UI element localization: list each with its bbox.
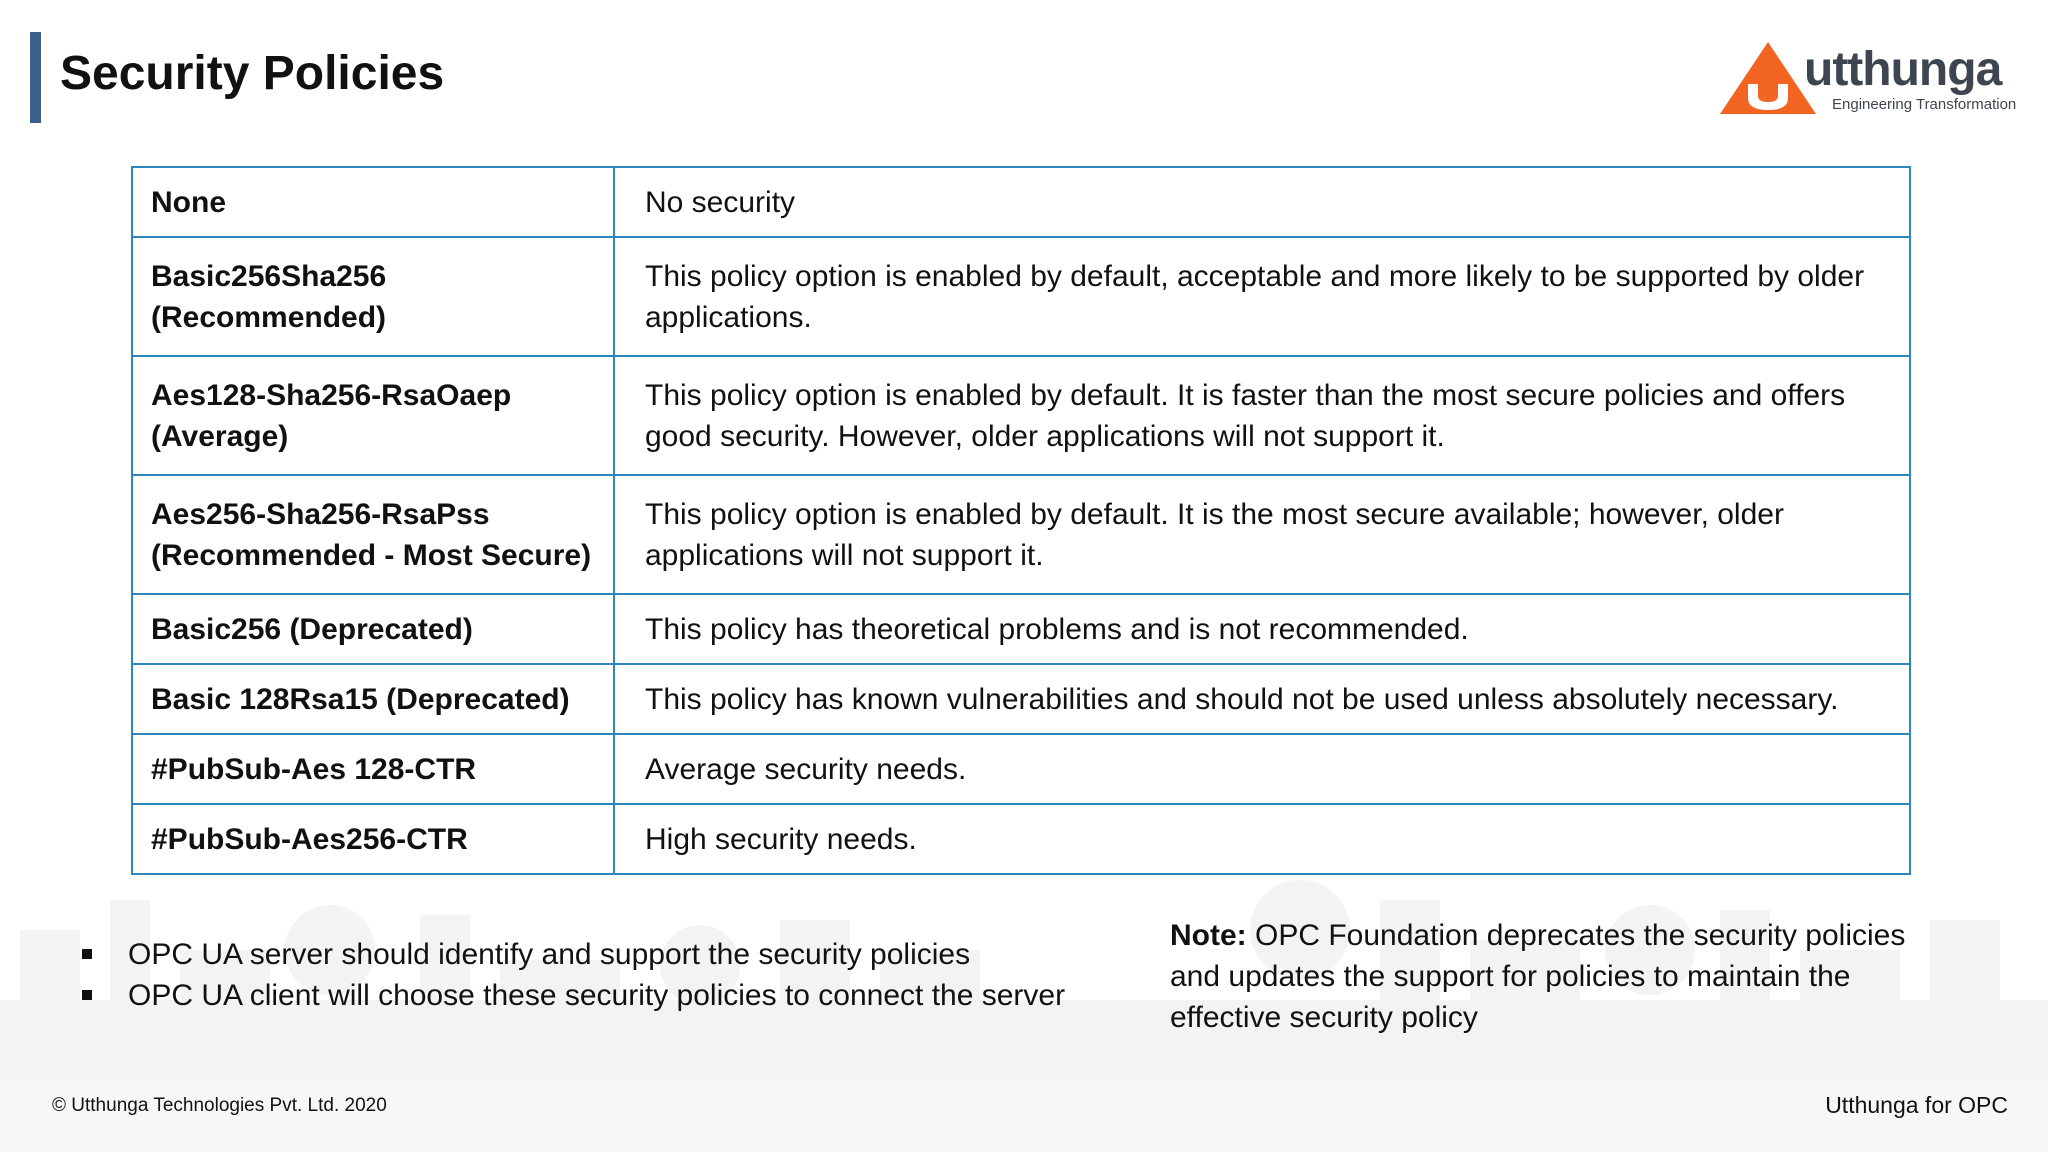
note-label: Note: [1170, 919, 1247, 952]
square-bullet-icon [82, 990, 92, 1000]
security-policies-table [131, 166, 1911, 875]
utthunga-logo-icon [1718, 40, 1818, 118]
list-item [82, 975, 1065, 1016]
footer-copyright: © Utthunga Technologies Pvt. Ltd. 2020 [52, 1095, 387, 1116]
table-row [132, 356, 1910, 475]
policy-name: Aes128-Sha256-RsaOaep (Average) [132, 356, 614, 475]
policy-name: Basic 128Rsa15 (Deprecated) [132, 664, 614, 734]
table-row [132, 237, 1910, 356]
policy-description: This policy option is enabled by default. It is the most secure available; however, older applications will not support it. [614, 475, 1910, 594]
table-row [132, 804, 1910, 874]
table-row [132, 167, 1910, 237]
policy-description: This policy has theoretical problems and is not recommended. [614, 594, 1910, 664]
utthunga-logo [1718, 38, 2018, 118]
note-box [1170, 915, 1960, 1038]
table-row [132, 734, 1910, 804]
table-row [132, 594, 1910, 664]
note-text: OPC Foundation deprecates the security policies and updates the support for policies to maintain the effective security policy [1170, 919, 1906, 1034]
policy-name: #PubSub-Aes 128-CTR [132, 734, 614, 804]
policy-description: This policy option is enabled by default, acceptable and more likely to be supported by older applications. [614, 237, 1910, 356]
policy-description: No security [614, 167, 1910, 237]
footer-brand: Utthunga for OPC [1825, 1092, 2008, 1118]
policy-name: Basic256 (Deprecated) [132, 594, 614, 664]
policy-description: High security needs. [614, 804, 1910, 874]
policy-description: This policy option is enabled by default. It is faster than the most secure policies and offers good security. However, older applications will not support it. [614, 356, 1910, 475]
page-title: Security Policies [60, 47, 445, 100]
table-row [132, 475, 1910, 594]
square-bullet-icon [82, 949, 92, 959]
logo-tagline: Engineering Transformation [1832, 96, 2017, 113]
list-item [82, 934, 1065, 975]
table-row [132, 664, 1910, 734]
bullet-list [82, 934, 1065, 1016]
logo-name: utthunga [1804, 43, 2002, 96]
policy-name: None [132, 167, 614, 237]
bullet-text: OPC UA client will choose these security policies to connect the server [128, 979, 1066, 1012]
policy-description: Average security needs. [614, 734, 1910, 804]
policy-name: Basic256Sha256 (Recommended) [132, 237, 614, 356]
policy-name: #PubSub-Aes256-CTR [132, 804, 614, 874]
policy-description: This policy has known vulnerabilities and should not be used unless absolutely necessary. [614, 664, 1910, 734]
policy-name: Aes256-Sha256-RsaPss (Recommended - Most Secure) [132, 475, 614, 594]
title-accent-bar [30, 32, 41, 123]
bullet-text: OPC UA server should identify and support the security policies [128, 938, 971, 971]
